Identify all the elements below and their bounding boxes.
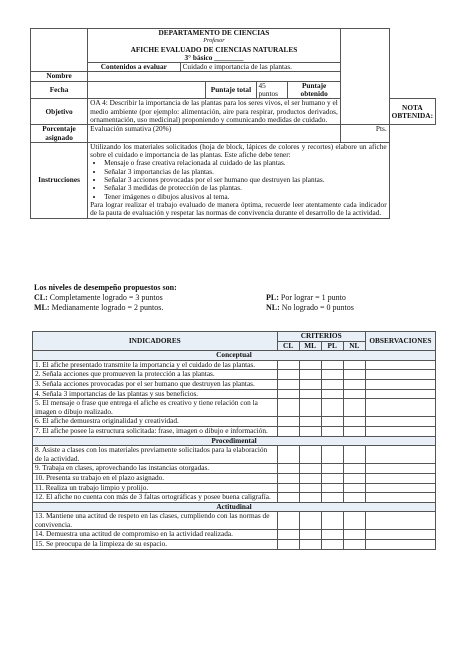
levels-title: Los niveles de desempeño propuestos son: [34, 283, 177, 292]
criteria-cell-cl[interactable] [277, 540, 299, 550]
table-row [33, 464, 436, 474]
criteria-cell-cl[interactable] [277, 360, 299, 370]
criteria-cell-pl[interactable] [321, 370, 343, 380]
criteria-cell-cl[interactable] [277, 464, 299, 474]
level-code: PL: [266, 293, 279, 302]
instruction-item: • Señalar 3 acciones provocadas por el ser humano que destruyen las plantas. [104, 176, 387, 184]
table-row [33, 473, 436, 483]
level-code: NL: [266, 303, 280, 312]
criteria-cell-nl[interactable] [343, 530, 365, 540]
indicator-text: 10. Presenta su trabajo en el plazo asignado. [33, 473, 278, 483]
observation-cell[interactable] [365, 493, 435, 503]
porcentaje-value: Evaluación sumativa (20%) [88, 125, 341, 143]
instruction-item: • Señalar 3 importancias de las plantas. [104, 168, 387, 176]
fecha-label: Fecha [31, 81, 88, 99]
nota-label: NOTA OBTENIDA: [389, 99, 435, 125]
criteria-cell-cl[interactable] [277, 389, 299, 399]
criteria-cell-nl[interactable] [343, 540, 365, 550]
criteria-cell-ml[interactable] [299, 530, 321, 540]
criteria-cell-ml[interactable] [299, 512, 321, 530]
level-cl [34, 293, 266, 303]
instrucciones-label: Instrucciones [31, 142, 88, 218]
criteria-cell-nl[interactable] [343, 512, 365, 530]
indicator-text: 8. Asiste a clases con los materiales previamente solicitados para la elaboración de la actividad. [33, 446, 278, 464]
evaluation-body [33, 351, 436, 549]
criteria-cell-nl[interactable] [343, 370, 365, 380]
criteria-cell-ml[interactable] [299, 446, 321, 464]
criteria-cell-cl[interactable] [277, 446, 299, 464]
performance-levels [34, 283, 434, 313]
indicator-text: 4. Señala 3 importancias de las plantas y sus beneficios. [33, 389, 278, 399]
observation-cell[interactable] [365, 512, 435, 530]
indicator-text: 15. Se preocupa de la limpieza de su espacio. [33, 540, 278, 550]
instrucciones-outro: Para lograr realizar el trabajo evaluado de manera óptima, recuerde leer atentamente cada indicador de la pauta de evaluación y respetar las normas de convivencia durante el desarrollo de la actividad. [90, 199, 387, 218]
criteria-cell-pl[interactable] [321, 360, 343, 370]
level-text: Medianamente logrado = 2 puntos. [49, 303, 164, 312]
criteria-cell-ml[interactable] [299, 464, 321, 474]
criteria-cell-ml[interactable] [299, 473, 321, 483]
objetivo-value: OA 4: Describir la importancia de las plantas para los seres vivos, el ser humano y el medio ambiente (por ejemplo: alimentación, aire para respirar, productos derivados, ornamentación, uso medicinal) proponiendo y comunicando medidas de cuidado. [88, 99, 341, 125]
header-table [30, 28, 436, 219]
criteria-cell-nl[interactable] [343, 446, 365, 464]
section-row [33, 351, 436, 361]
section-title: Actitudinal [33, 502, 436, 512]
table-row [33, 426, 436, 436]
fecha-field[interactable] [88, 81, 206, 99]
table-row [33, 379, 436, 389]
criteria-cell-nl[interactable] [343, 493, 365, 503]
criteria-cell-nl[interactable] [343, 379, 365, 389]
criteria-cell-pl[interactable] [321, 493, 343, 503]
grade-label: 3° básico ________ [184, 52, 244, 62]
criteria-cell-cl[interactable] [277, 473, 299, 483]
table-row [33, 399, 436, 417]
instruction-item: • Señalar 3 medidas de protección de las plantas. [104, 184, 387, 192]
crit-cl: CL [277, 341, 299, 351]
indicator-text: 1. El afiche presentado transmite la importancia y el cuidado de las plantas. [33, 360, 278, 370]
crit-nl: NL [343, 341, 365, 351]
criteria-cell-pl[interactable] [321, 426, 343, 436]
criteria-cell-cl[interactable] [277, 417, 299, 427]
level-pl [266, 293, 346, 303]
observation-cell[interactable] [365, 446, 435, 464]
indicator-text: 7. El afiche posee la estructura solicitada: frase, imagen o dibujo e información. [33, 426, 278, 436]
criteria-cell-ml[interactable] [299, 379, 321, 389]
criteria-cell-cl[interactable] [277, 379, 299, 389]
logo-cell [31, 29, 88, 72]
observation-cell[interactable] [365, 417, 435, 427]
evaluation-table [32, 331, 436, 550]
levels-row [34, 293, 434, 303]
observation-cell[interactable] [365, 483, 435, 493]
puntaje-total-value: 45 puntos [256, 81, 288, 99]
indicator-text: 12. El afiche no cuenta con más de 3 faltas ortográficas y posee buena caligrafía. [33, 493, 278, 503]
criteria-cell-pl[interactable] [321, 483, 343, 493]
contenidos-value: Cuidado e importancia de las plantas. [180, 63, 389, 72]
nombre-field[interactable] [88, 72, 341, 81]
indicator-text: 6. El afiche demuestra originalidad y creatividad. [33, 417, 278, 427]
title-block [88, 29, 341, 63]
indicator-text: 9. Trabaja en clases, aprovechando las instancias otorgadas. [33, 464, 278, 474]
level-text: No logrado = 0 puntos [279, 303, 354, 312]
criteria-cell-pl[interactable] [321, 540, 343, 550]
instrucciones-block [88, 142, 390, 218]
instrucciones-list [90, 159, 387, 200]
observation-cell[interactable] [365, 540, 435, 550]
criteria-cell-cl[interactable] [277, 426, 299, 436]
level-nl [266, 303, 354, 313]
col-observaciones: OBSERVACIONES [365, 332, 435, 351]
criteria-cell-nl[interactable] [343, 464, 365, 474]
criteria-cell-ml[interactable] [299, 493, 321, 503]
level-ml [34, 303, 266, 313]
criteria-cell-pl[interactable] [321, 379, 343, 389]
criteria-cell-cl[interactable] [277, 493, 299, 503]
section-title: Conceptual [33, 351, 436, 361]
criteria-cell-ml[interactable] [299, 417, 321, 427]
indicator-text: 11. Realiza un trabajo limpio y prolijo. [33, 483, 278, 493]
criteria-cell-pl[interactable] [321, 464, 343, 474]
observation-cell[interactable] [365, 464, 435, 474]
criteria-cell-ml[interactable] [299, 360, 321, 370]
criteria-cell-ml[interactable] [299, 483, 321, 493]
observation-cell[interactable] [365, 399, 435, 417]
criteria-cell-pl[interactable] [321, 446, 343, 464]
criteria-cell-ml[interactable] [299, 399, 321, 417]
observation-cell[interactable] [365, 426, 435, 436]
criteria-cell-nl[interactable] [343, 483, 365, 493]
table-row [33, 540, 436, 550]
observation-cell[interactable] [365, 379, 435, 389]
document-title: AFICHE EVALUADO DE CIENCIAS NATURALES [130, 44, 298, 54]
level-code: CL: [34, 293, 48, 302]
criteria-cell-nl[interactable] [343, 360, 365, 370]
observation-cell[interactable] [365, 370, 435, 380]
criteria-cell-cl[interactable] [277, 399, 299, 417]
indicator-text: 13. Mantiene una actitud de respeto en las clases, cumpliendo con las normas de convivencia. [33, 512, 278, 530]
criteria-cell-nl[interactable] [343, 417, 365, 427]
criteria-cell-pl[interactable] [321, 512, 343, 530]
criteria-cell-cl[interactable] [277, 370, 299, 380]
table-row [33, 417, 436, 427]
criteria-cell-pl[interactable] [321, 417, 343, 427]
crit-pl: PL [321, 341, 343, 351]
observation-cell[interactable] [365, 530, 435, 540]
criteria-cell-pl[interactable] [321, 530, 343, 540]
col-criterios: CRITERIOS [277, 332, 365, 342]
criteria-cell-pl[interactable] [321, 389, 343, 399]
instruction-item: • Tener imágenes o dibujos alusivos al tema. [104, 193, 387, 201]
level-text: Completamente logrado = 3 puntos [47, 293, 163, 302]
instruction-item: • Mensaje o frase creativa relacionada al cuidado de las plantas. [104, 159, 387, 167]
col-indicadores: INDICADORES [33, 332, 278, 351]
criteria-cell-nl[interactable] [343, 473, 365, 483]
criteria-cell-pl[interactable] [321, 399, 343, 417]
criteria-cell-ml[interactable] [299, 389, 321, 399]
criteria-cell-nl[interactable] [343, 399, 365, 417]
indicator-text: 3. Señala acciones provocadas por el ser humano que destruyen las plantas. [33, 379, 278, 389]
table-row [33, 493, 436, 503]
criteria-cell-pl[interactable] [321, 473, 343, 483]
instrucciones-intro: Utilizando los materiales solicitados (hoja de block, lápices de colores y recortes) elabore un afiche sobre el cuidado e importancia de las plantas. Este afiche debe tener: [90, 141, 387, 160]
puntaje-total-label: Puntaje total [206, 81, 256, 99]
criteria-cell-nl[interactable] [343, 426, 365, 436]
indicator-text: 5. El mensaje o frase que entrega el afiche es creativo y tiene relación con la imagen o dibujo realizado. [33, 399, 278, 417]
contenidos-label: Contenidos a evaluar [88, 63, 180, 72]
criteria-cell-nl[interactable] [343, 389, 365, 399]
puntaje-obtenido-label: Puntaje obtenido [288, 81, 340, 99]
criteria-cell-ml[interactable] [299, 370, 321, 380]
indicator-text: 14. Demuestra una actitud de compromiso en la actividad realizada. [33, 530, 278, 540]
table-row [33, 446, 436, 464]
level-text: Por lograr = 1 punto [278, 293, 346, 302]
objetivo-label: Objetivo [31, 99, 88, 125]
levels-row [34, 303, 434, 313]
indicator-text: 2. Señala acciones que promueven la protección a las plantas. [33, 370, 278, 380]
table-row [33, 512, 436, 530]
criteria-cell-cl[interactable] [277, 530, 299, 540]
porcentaje-label: Porcentaje asignado [31, 125, 88, 143]
criteria-cell-cl[interactable] [277, 483, 299, 493]
department-title: DEPARTAMENTO DE CIENCIAS [158, 28, 270, 37]
observation-cell[interactable] [365, 473, 435, 483]
level-code: ML: [34, 303, 50, 312]
section-title: Procedimental [33, 436, 436, 446]
teacher-label: Profesor [203, 37, 225, 45]
pts-label: Pts. [340, 125, 389, 143]
criteria-cell-cl[interactable] [277, 512, 299, 530]
observation-cell[interactable] [365, 389, 435, 399]
blank-right-cell [340, 29, 389, 125]
observation-cell[interactable] [365, 360, 435, 370]
criteria-cell-ml[interactable] [299, 426, 321, 436]
criteria-cell-ml[interactable] [299, 540, 321, 550]
crit-ml: ML [299, 341, 321, 351]
nombre-label: Nombre [31, 72, 88, 81]
